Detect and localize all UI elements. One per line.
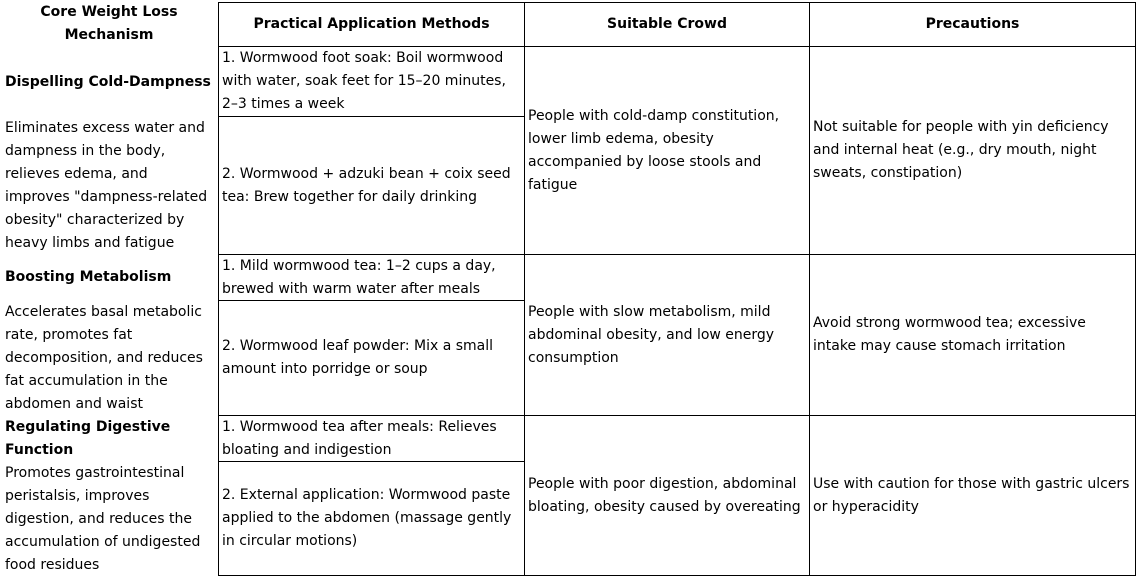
table-border-bottom [218, 575, 1136, 576]
mechanism-title: Regulating Digestive Function [5, 419, 171, 458]
method-item: 2. Wormwood leaf powder: Mix a small amount into porridge or soup [222, 338, 494, 377]
header-crowd: Suitable Crowd [607, 15, 727, 32]
method-item: 2. Wormwood + adzuki bean + coix seed tea: Brew together for daily drinking [222, 165, 511, 205]
mechanism-title: Dispelling Cold-Dampness [5, 74, 211, 90]
method-item: 2. External application: Wormwood paste applied to the abdomen (massage gently in circular motions) [222, 487, 512, 549]
precaution-text: Not suitable for people with yin deficiency and internal heat (e.g., dry mouth, night sweats, constipation) [813, 119, 1109, 181]
suitable-crowd: People with cold-damp constitution, lower limb edema, obesity accompanied by loose stools and fatigue [528, 107, 780, 193]
header-methods: Practical Application Methods [253, 15, 490, 32]
header-precautions: Precautions [925, 15, 1020, 32]
precaution-text: Avoid strong wormwood tea; excessive intake may cause stomach irritation [813, 315, 1086, 354]
suitable-crowd: People with slow metabolism, mild abdominal obesity, and low energy consumption [528, 303, 775, 366]
header-mechanism: Core Weight Loss Mechanism [40, 4, 178, 43]
mechanism-title: Boosting Metabolism [5, 269, 172, 285]
method-item: 1. Wormwood foot soak: Boil wormwood with water, soak feet for 15–20 minutes, 2–3 times a week [222, 50, 506, 112]
suitable-crowd: People with poor digestion, abdominal bloating, obesity caused by overeating [528, 475, 801, 515]
method-item: 1. Wormwood tea after meals: Relieves bloating and indigestion [222, 418, 497, 458]
mechanism-description: Promotes gastrointestinal peristalsis, improves digestion, and reduces the accumulation of undigested food residues [5, 465, 201, 573]
mechanism-description: Accelerates basal metabolic rate, promotes fat decomposition, and reduces fat accumulation in the abdomen and waist [5, 304, 203, 412]
method-item: 1. Mild wormwood tea: 1–2 cups a day, brewed with warm water after meals [222, 257, 496, 297]
mechanism-description: Eliminates excess water and dampness in the body, relieves edema, and improves "dampness-related obesity" characterized by heavy limbs and fatigue [5, 120, 208, 251]
table-border-right [1135, 2, 1136, 576]
precaution-text: Use with caution for those with gastric ulcers or hyperacidity [813, 475, 1130, 515]
